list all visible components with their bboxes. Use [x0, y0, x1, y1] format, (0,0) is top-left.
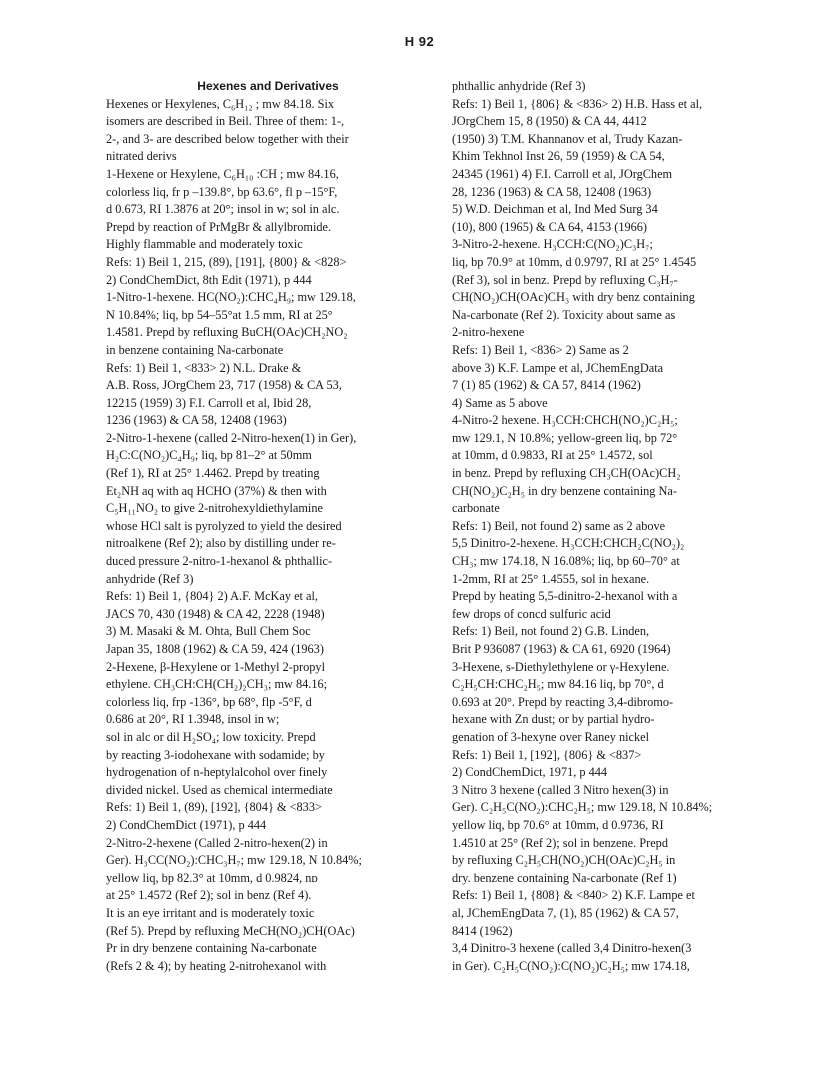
text-line: Prepd by heating 5,5-dinitro-2-hexanol with a [452, 589, 678, 604]
text-line: A.B. Ross, JOrgChem 23, 717 (1958) & CA 53, [106, 378, 342, 393]
text-line: CH₃; mw 174.18, N 16.08%; liq, bp 60–70° at [452, 554, 680, 569]
text-line: JOrgChem 15, 8 (1950) & CA 44, 4412 [452, 114, 647, 129]
right-column-text [452, 78, 778, 975]
text-line: Pr in dry benzene containing Na-carbonate [106, 941, 317, 956]
text-line: (Ref 3), sol in benz. Prepd by refluxing C₃H₇- [452, 272, 678, 287]
text-line: 28, 1236 (1963) & CA 58, 12408 (1963) [452, 184, 652, 199]
text-line: 0.686 at 20°, RI 1.3948, insol in w; [106, 712, 280, 727]
text-line: nitrated derivs [106, 149, 177, 164]
text-line: liq, bp 70.9° at 10mm, d 0.9797, RI at 25° 1.4545 [452, 254, 697, 269]
text-line: Refs: 1) Beil, not found 2) G.B. Linden, [452, 624, 650, 639]
left-column-text [106, 96, 424, 976]
text-line: Refs: 1) Beil 1, {806} & <836> 2) H.B. Hass et al, [452, 96, 703, 111]
text-line: mw 129.1, N 10.8%; yellow-green liq, bp 72° [452, 430, 678, 445]
text-line: hydrogenation of n-heptylalcohol over finely [106, 765, 328, 780]
text-line: Ger). H₃CC(NO₂):CHC₃H₇; mw 129.18, N 10.84%; [106, 853, 362, 868]
text-line: nitroalkene (Ref 2); also by distilling under re- [106, 536, 336, 551]
text-line: yellow liq, bp 82.3° at 10mm, d 0.9824, nᴅ [106, 870, 318, 885]
text-line: Refs: 1) Beil, not found 2) same as 2 above [452, 518, 666, 533]
text-line: 2) CondChemDict, 1971, p 444 [452, 765, 608, 780]
text-line: Khim Tekhnol Inst 26, 59 (1959) & CA 54, [452, 149, 665, 164]
text-line: 3-Nitro-2-hexene. H₃CCH:C(NO₂)C₃H₇; [452, 237, 653, 252]
left-column [106, 78, 424, 975]
text-line: 3,4 Dinitro-3 hexene (called 3,4 Dinitro-hexen(3 [452, 941, 692, 956]
text-line: 3 Nitro 3 hexene (called 3 Nitro hexen(3) in [452, 782, 669, 797]
text-line: Refs: 1) Beil 1, (89), [192], {804} & <833> [106, 800, 322, 815]
text-line: 1-Nitro-1-hexene. HC(NO₂):CHC₄H₉; mw 129.18, [106, 290, 356, 305]
page-number: H 92 [404, 34, 435, 49]
text-line: Refs: 1) Beil 1, {808} & <840> 2) K.F. Lampe et [452, 888, 695, 903]
text-line: above 3) K.F. Lampe et al, JChemEngData [452, 360, 664, 375]
right-column [452, 78, 778, 975]
text-line: (Refs 2 & 4); by heating 2-nitrohexanol with [106, 958, 327, 973]
text-line: d 0.673, RI 1.3876 at 20°; insol in w; sol in alc. [106, 202, 340, 217]
text-line: Japan 35, 1808 (1962) & CA 59, 424 (1963) [106, 642, 324, 656]
text-line: N 10.84%; liq, bp 54–55°at 1.5 mm, RI at 25° [106, 307, 333, 322]
text-line: yellow liq, bp 70.6° at 10mm, d 0.9736, RI [452, 817, 664, 832]
text-line: at 10mm, d 0.9833, RI at 25° 1.4572, sol [452, 448, 653, 463]
text-line: 4-Nitro-2 hexene. H₃CCH:CHCH(NO₂)C₂H₅; [452, 413, 678, 428]
text-line: at 25° 1.4572 (Ref 2); sol in benz (Ref 4). [106, 888, 312, 903]
text-line: Ger). C₂H₅C(NO₂):CHC₂H₅; mw 129.18, N 10.84%; [452, 800, 713, 815]
text-line: 4) Same as 5 above [452, 395, 548, 410]
text-line: 2) CondChemDict (1971), p 444 [106, 817, 267, 832]
text-line: (Ref 5). Prepd by refluxing MeCH(NO₂)CH(OAc) [106, 923, 355, 938]
text-line: duced pressure 2-nitro-1-hexanol & phthallic- [106, 554, 333, 569]
text-line: C₅H₁₁NO₂ to give 2-nitrohexyldiethylamine [106, 501, 323, 516]
text-line: carbonate [452, 501, 500, 516]
text-line: 1-2mm, RI at 25° 1.4555, sol in hexane. [452, 571, 650, 586]
text-line: colorless liq, frp -136°, bp 68°, flp -5°F, d [106, 694, 312, 709]
text-line: Hexenes or Hexylenes, C₆H₁₂ ; mw 84.18. Six [106, 96, 335, 111]
text-line: few drops of concd sulfuric acid [452, 606, 611, 621]
text-line: H₂C:C(NO₂)C₄H₉; liq, bp 81–2° at 50mm [106, 448, 312, 463]
text-line: It is an eye irritant and is moderately toxic [106, 905, 315, 920]
text-line: (Ref 1), RI at 25° 1.4462. Prepd by treating [106, 466, 320, 481]
text-line: Refs: 1) Beil 1, {804} 2) A.F. McKay et al, [106, 589, 318, 604]
text-line: 1.4581. Prepd by refluxing BuCH(OAc)CH₂NO₂ [106, 325, 348, 340]
text-line: dry. benzene containing Na-carbonate (Ref 1) [452, 870, 677, 885]
text-line: by refluxing C₂H₅CH(NO₂)CH(OAc)C₂H₅ in [452, 853, 676, 868]
text-line: phthallic anhydride (Ref 3) [452, 79, 586, 93]
text-line: (10), 800 (1965) & CA 64, 4153 (1966) [452, 219, 648, 234]
text-line: hexane with Zn dust; or by partial hydro- [452, 712, 655, 727]
text-line: 2-Nitro-1-hexene (called 2-Nitro-hexen(1) in Ger), [106, 430, 357, 445]
text-line: 5) W.D. Deichman et al, Ind Med Surg 34 [452, 202, 658, 217]
text-line: Highly flammable and moderately toxic [106, 237, 303, 252]
text-line: divided nickel. Used as chemical intermediate [106, 782, 333, 797]
text-line: 2-nitro-hexene [452, 325, 525, 340]
text-line: in Ger). C₂H₅C(NO₂):C(NO₂)C₂H₅; mw 174.18, [452, 958, 690, 973]
text-line: whose HCl salt is pyrolyzed to yield the desired [106, 518, 342, 533]
text-line: 2) CondChemDict, 8th Edit (1971), p 444 [106, 272, 312, 287]
text-line: 1.4510 at 25° (Ref 2); sol in benzene. Prepd [452, 835, 668, 850]
text-line: 8414 (1962) [452, 923, 513, 938]
text-line: Refs: 1) Beil 1, <833> 2) N.L. Drake & [106, 360, 302, 375]
text-line: ethylene. CH₃CH:CH(CH₂)₂CH₃; mw 84.16; [106, 677, 328, 692]
text-line: colorless liq, fr p –139.8°, bp 63.6°, fl p –15°F, [106, 184, 338, 199]
text-line: 2-, and 3- are described below together with their [106, 131, 349, 146]
text-line: Refs: 1) Beil 1, 215, (89), [191], {800} & <828> [106, 254, 347, 269]
text-line: 3-Hexene, s-Diethylethylene or γ-Hexylene. [452, 659, 670, 674]
text-line: sol in alc or dil H₂SO₄; low toxicity. Prepd [106, 729, 316, 744]
text-line: CH(NO₂)CH(OAc)CH₃ with dry benz containing [452, 290, 695, 305]
text-line: Brit P 936087 (1963) & CA 61, 6920 (1964) [452, 642, 671, 656]
text-line: 2-Nitro-2-hexene (Called 2-nitro-hexen(2) in [106, 835, 328, 850]
text-line: 3) M. Masaki & M. Ohta, Bull Chem Soc [106, 624, 311, 639]
text-line: C₂H₅CH:CHC₂H₅; mw 84.16 liq, bp 70°, d [452, 677, 664, 692]
text-line: 2-Hexene, β-Hexylene or 1-Methyl 2-propyl [106, 659, 325, 674]
text-line: al, JChemEngData 7, (1), 85 (1962) & CA 57, [452, 905, 679, 920]
text-line: 24345 (1961) 4) F.I. Carroll et al, JOrgChem [452, 166, 673, 181]
text-line: in benz. Prepd by refluxing CH₃CH(OAc)CH₂ [452, 466, 681, 481]
text-line: in benzene containing Na-carbonate [106, 342, 284, 357]
text-line: Prepd by reaction of PrMgBr & allylbromide. [106, 219, 332, 234]
text-line: genation of 3-hexyne over Raney nickel [452, 729, 650, 744]
text-line: 12215 (1959) 3) F.I. Carroll et al, Ibid 28, [106, 395, 312, 410]
text-line: 1236 (1963) & CA 58, 12408 (1963) [106, 413, 287, 428]
text-line: Et₂NH aq with aq HCHO (37%) & then with [106, 483, 327, 498]
text-line: Refs: 1) Beil 1, [192], {806} & <837> [452, 747, 642, 762]
text-line: Refs: 1) Beil 1, <836> 2) Same as 2 [452, 342, 629, 357]
text-line: 1-Hexene or Hexylene, C₆H₁₀ :CH ; mw 84.16, [106, 166, 339, 181]
text-line: isomers are described in Beil. Three of them: 1-, [106, 114, 345, 129]
text-line: JACS 70, 430 (1948) & CA 42, 2228 (1948) [106, 606, 325, 621]
text-line: anhydride (Ref 3) [106, 571, 194, 586]
section-heading: Hexenes and Derivatives [197, 79, 339, 93]
text-line: 7 (1) 85 (1962) & CA 57, 8414 (1962) [452, 378, 641, 393]
text-line: CH(NO₂)C₂H₅ in dry benzene containing Na- [452, 483, 677, 498]
text-line: 5,5 Dinitro-2-hexene. H₃CCH:CHCH₂C(NO₂)₂ [452, 536, 685, 551]
text-line: (1950) 3) T.M. Khannanov et al, Trudy Kazan- [452, 131, 683, 146]
text-line: by reacting 3-iodohexane with sodamide; by [106, 747, 325, 762]
text-line: Na-carbonate (Ref 2). Toxicity about same as [452, 307, 676, 322]
text-line: 0.693 at 20°. Prepd by reacting 3,4-dibromo- [452, 694, 674, 709]
